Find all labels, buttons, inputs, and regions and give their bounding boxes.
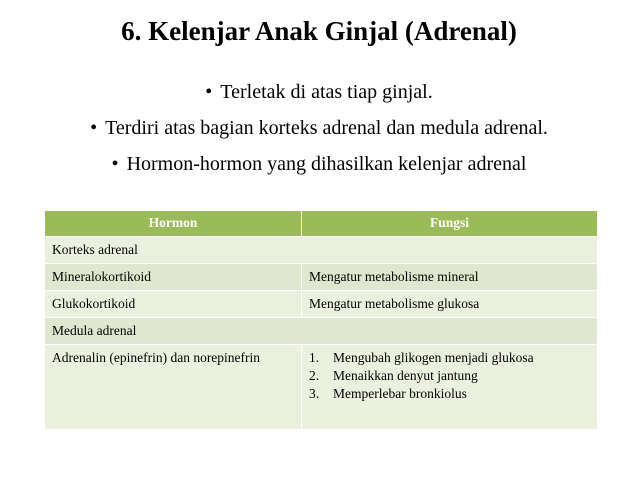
table-row-medula-section	[45, 318, 598, 345]
bullet-3-text: Hormon-hormon yang dihasilkan kelenjar adrenal	[126, 153, 527, 175]
cell-hormon: Mineralokortikoid	[45, 264, 302, 291]
list-number: 1.	[309, 350, 320, 365]
table-header-row	[45, 211, 598, 237]
section-korteks-label: Korteks adrenal	[45, 237, 598, 264]
cell-hormon: Adrenalin (epinefrin) dan norepinefrin	[45, 345, 302, 430]
cell-fungsi-list	[302, 345, 598, 430]
table-row	[45, 291, 598, 318]
list-item	[309, 349, 590, 367]
bullet-2	[0, 115, 638, 141]
list-number: 2.	[309, 368, 320, 383]
list-item	[309, 385, 590, 403]
bullet-2-text: Terdiri atas bagian korteks adrenal dan medula adrenal.	[105, 117, 548, 139]
cell-fungsi: Mengatur metabolisme mineral	[302, 264, 598, 291]
slide-title: 6. Kelenjar Anak Ginjal (Adrenal)	[121, 16, 517, 46]
list-text: Mengubah glikogen menjadi glukosa	[333, 350, 534, 365]
bullet-marker: •	[205, 81, 213, 103]
header-hormon: Hormon	[45, 211, 302, 237]
table-row-korteks-section	[45, 237, 598, 264]
header-fungsi: Fungsi	[302, 211, 598, 237]
bullet-3	[0, 151, 638, 177]
fungsi-numbered-list	[309, 349, 590, 403]
table-row	[45, 345, 598, 430]
cell-hormon: Glukokortikoid	[45, 291, 302, 318]
bullet-marker: •	[90, 117, 98, 139]
cell-fungsi: Mengatur metabolisme glukosa	[302, 291, 598, 318]
list-number: 3.	[309, 386, 320, 401]
bullet-1-text: Terletak di atas tiap ginjal.	[220, 81, 433, 103]
bullet-marker: •	[111, 153, 119, 175]
hormone-table	[44, 210, 598, 430]
section-medula-label: Medula adrenal	[45, 318, 598, 345]
list-text: Menaikkan denyut jantung	[333, 368, 478, 383]
table-row	[45, 264, 598, 291]
list-item	[309, 367, 590, 385]
list-text: Memperlebar bronkiolus	[333, 386, 467, 401]
bullet-1	[0, 79, 638, 105]
